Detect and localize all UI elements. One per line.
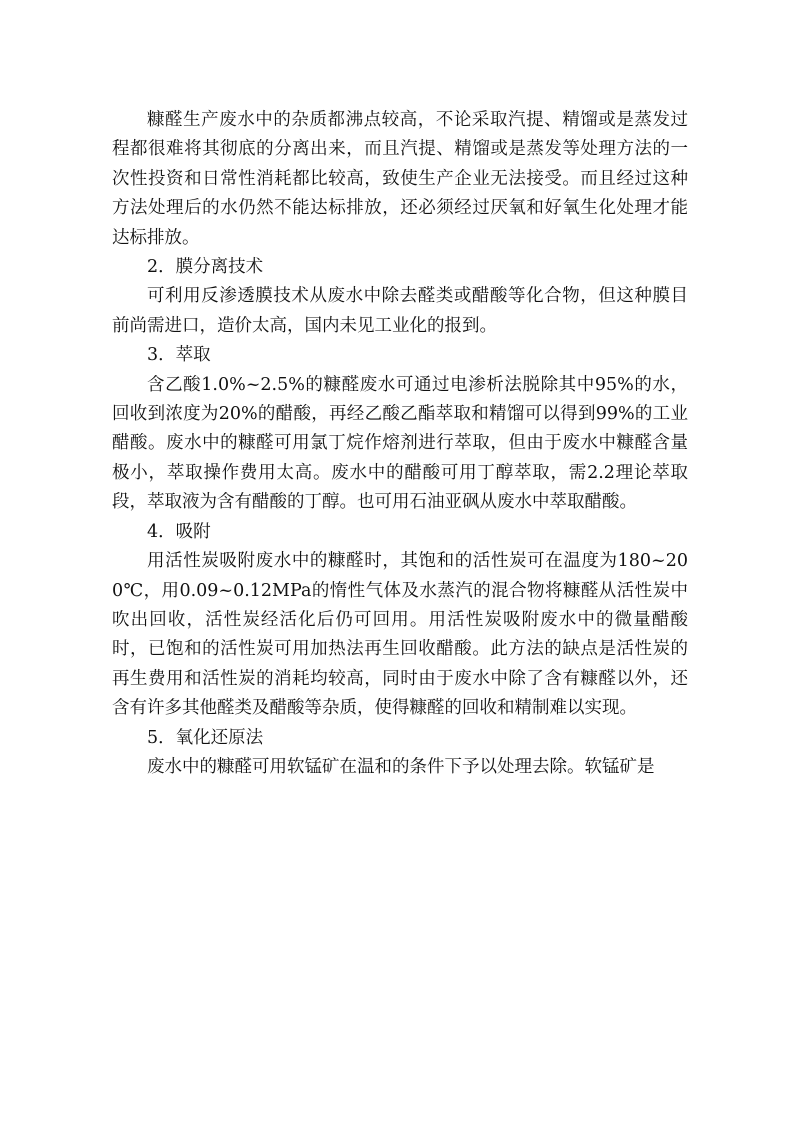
section-heading-adsorption: 4．吸附 <box>147 521 211 542</box>
document-page <box>112 106 688 782</box>
paragraph-membrane-separation: 可利用反渗透膜技术从废水中除去醛类或醋酸等化合物，但这种膜目前尚需进口，造价太高，国内未见工业化的报到。 <box>112 286 688 336</box>
section-heading-redox: 5．氧化还原法 <box>147 727 264 748</box>
paragraph-adsorption: 用活性炭吸附废水中的糠醛时，其饱和的活性炭可在温度为180~200℃，用0.09~0.12MPa的惰性气体及水蒸汽的混合物将糠醛从活性炭中吹出回收，活性炭经活化后仍可回用。用活性炭吸附废水中的微量醋酸时，已饱和的活性炭可用加热法再生回收醋酸。此方法的缺点是活性炭的再生费用和活性炭的消耗均较高，同时由于废水中除了含有糠醛以外，还含有许多其他醛类及醋酸等杂质，使得糠醛的回收和精制难以实现。 <box>112 551 688 719</box>
paragraph-redox: 废水中的糠醛可用软锰矿在温和的条件下予以处理去除。软锰矿是 <box>147 756 655 777</box>
paragraph-extraction: 含乙酸1.0%~2.5%的糠醛废水可通过电渗析法脱除其中95%的水，回收到浓度为20%的醋酸，再经乙酸乙酯萃取和精馏可以得到99%的工业醋酸。废水中的糠醛可用氯丁烷作熔剂进行萃取，但由于废水中糠醛含量极小，萃取操作费用太高。废水中的醋酸可用丁醇萃取，需2.2理论萃取段，萃取液为含有醋酸的丁醇。也可用石油亚砜从废水中萃取醋酸。 <box>112 374 688 513</box>
paragraph-steam-stripping-distillation: 糠醛生产废水中的杂质都沸点较高，不论采取汽提、精馏或是蒸发过程都很难将其彻底的分离出来，而且汽提、精馏或是蒸发等处理方法的一次性投资和日常性消耗都比较高，致使生产企业无法接受。而且经过这种方法处理后的水仍然不能达标排放，还必须经过厌氧和好氧生化处理才能达标排放。 <box>112 110 688 248</box>
section-heading-extraction: 3．萃取 <box>147 345 211 366</box>
section-heading-membrane-separation: 2．膜分离技术 <box>147 257 264 278</box>
